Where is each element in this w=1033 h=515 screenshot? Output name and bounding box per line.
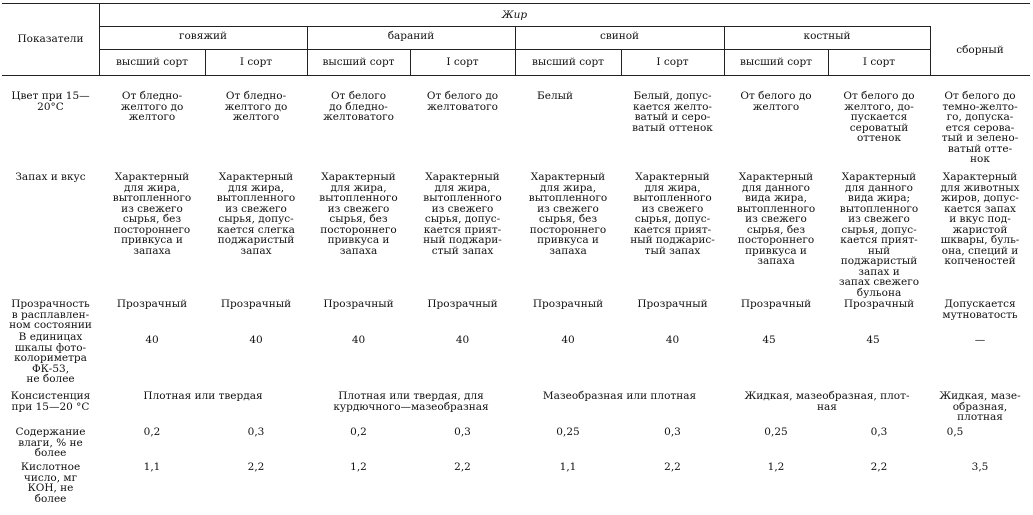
rule-header-bottom [2, 75, 1030, 76]
smell-cell: Характерный для жира, вытопленного из свежего сырья, без постороннего привкуса и запаха [112, 171, 192, 257]
transparency-cell: Прозрачный [532, 298, 604, 310]
group-mixed: сборный [956, 44, 1004, 56]
moisture-value: 0,25 [764, 426, 788, 438]
grade-pork-1: I сорт [656, 56, 689, 68]
color-cell: От бледно- желтого до желтого [120, 90, 184, 123]
moisture-value: 0,3 [454, 426, 471, 438]
transparency-cell: Прозрачный [427, 298, 498, 310]
grade-bone-1: I сорт [862, 56, 896, 68]
transparency-cell: Прозрачный [323, 298, 394, 310]
transparency-cell: Прозрачный [637, 298, 708, 310]
grade-beef-1: I сорт [239, 56, 273, 68]
color-cell: От белого до желтого [740, 90, 812, 113]
color-cell: От белого до желтоватого [426, 90, 499, 113]
acid-value: 1,2 [767, 461, 785, 473]
grade-pork-top: высший сорт [532, 56, 604, 68]
row-label-color: Цвет при 15— 20°C [11, 90, 90, 113]
acid-value: 1,2 [350, 461, 367, 473]
group-bone: костный [803, 30, 851, 42]
group-beef: говяжий [178, 30, 227, 42]
consistency-bone: Жидкая, мазеобразная, плот- ная [744, 390, 910, 413]
row-label-acid: Кислотное число, мг КОН, не более [20, 461, 81, 505]
smell-cell: Характерный для жира, вытопленного из свежего сырья, допус- кается прият- ный поджарис- тый запах [630, 171, 715, 257]
photometer-value: 40 [455, 334, 470, 346]
rule-top [2, 3, 1030, 4]
photometer-value: 40 [145, 334, 159, 346]
smell-cell: Характерный для жира, вытопленного из свежего сырья, допус- кается слегка поджаристый запах [216, 171, 296, 257]
photometer-value: 45 [866, 334, 880, 346]
grade-beef-top: высший сорт [116, 56, 188, 68]
acid-value: 1,1 [559, 461, 577, 473]
moisture-value: 0,3 [247, 426, 265, 438]
smell-cell: Характерный для жира, вытопленного из свежего сырья, без постороннего привкуса и запаха [528, 171, 608, 257]
moisture-value: 0,2 [143, 426, 161, 438]
fat-header: Жир [501, 9, 528, 21]
color-cell: От белого до бледно- желтоватого [323, 90, 394, 123]
consistency-beef: Плотная или твердая [143, 390, 263, 402]
moisture-value: 0,5 [946, 426, 964, 438]
acid-value: 2,2 [247, 461, 265, 473]
row-label-moisture: Содержание влаги, % не более [15, 426, 86, 459]
consistency-mixed: Жидкая, мазе- образная, плотная [939, 390, 1021, 423]
photometer-value: 40 [351, 334, 366, 346]
param-header: Показатели [17, 33, 84, 45]
consistency-mutton: Плотная или твердая, для курдючного—мазеобразная [333, 390, 489, 413]
acid-value: 3,5 [971, 461, 989, 473]
acid-value: 2,2 [870, 461, 888, 473]
color-cell: От бледно- желтого до желтого [224, 90, 288, 123]
moisture-value: 0,25 [556, 426, 580, 438]
color-cell: От белого до желтого, до- пускается сероватый оттенок [843, 90, 915, 144]
grade-mutton-1: I сорт [446, 56, 479, 68]
group-pork: свиной [599, 30, 640, 42]
smell-cell: Характерный для данного вида жира; вытопленного из свежего сырья, допус- кается прият- ный поджаристый запах и запах свежего бульона [838, 171, 920, 299]
photometer-value: 40 [249, 334, 263, 346]
color-cell: От белого до темно-желто- го, допуска- ется серова- тый и зелено- ватый отте- нок [941, 90, 1019, 165]
moisture-value: 0,2 [350, 426, 367, 438]
photometer-value: 45 [762, 334, 776, 346]
row-label-consistency: Консистенция при 15—20 °С [10, 390, 91, 413]
smell-cell: Характерный для данного вида жира, вытопленного из свежего сырья, без постороннего привкуса и запаха [736, 171, 816, 267]
photometer-value: 40 [665, 334, 680, 346]
color-cell: Белый [537, 90, 573, 102]
transparency-cell: Прозрачный [740, 298, 812, 310]
smell-cell: Характерный для жира, вытопленного из свежего сырья, без постороннего привкуса и запаха [319, 171, 398, 257]
acid-value: 2,2 [664, 461, 681, 473]
acid-value: 1,1 [143, 461, 161, 473]
row-label-transparency: Прозрачность в расплавлен- ном состоянии [9, 298, 92, 331]
moisture-value: 0,3 [870, 426, 888, 438]
moisture-value: 0,3 [664, 426, 681, 438]
transparency-cell: Прозрачный [843, 298, 915, 310]
row-label-photometer: В единицах шкалы фото- колориметра ФК-53, не более [14, 331, 87, 385]
photometer-value: — [974, 334, 986, 346]
smell-cell: Характерный для жира, вытопленного из свежего сырья, допус- кается прият- ный поджари- стый запах [423, 171, 502, 257]
color-cell: Белый, допус- кается желто- ватый и серо- ватый оттенок [632, 90, 713, 134]
group-mutton: бараний [387, 30, 435, 42]
transparency-cell: Допускается мутноватость [942, 298, 1018, 321]
consistency-pork: Мазеобразная или плотная [542, 390, 697, 402]
acid-value: 2,2 [454, 461, 471, 473]
photometer-value: 40 [561, 334, 575, 346]
grade-mutton-top: высший сорт [322, 56, 395, 68]
smell-cell: Характерный для животных жиров, допус- кается запах и вкус под- жаристой шквары, буль- она, специй и копченостей [940, 171, 1020, 267]
row-label-smell: Запах и вкус [15, 171, 86, 183]
transparency-cell: Прозрачный [220, 298, 292, 310]
grade-bone-top: высший сорт [740, 56, 812, 68]
transparency-cell: Прозрачный [116, 298, 188, 310]
